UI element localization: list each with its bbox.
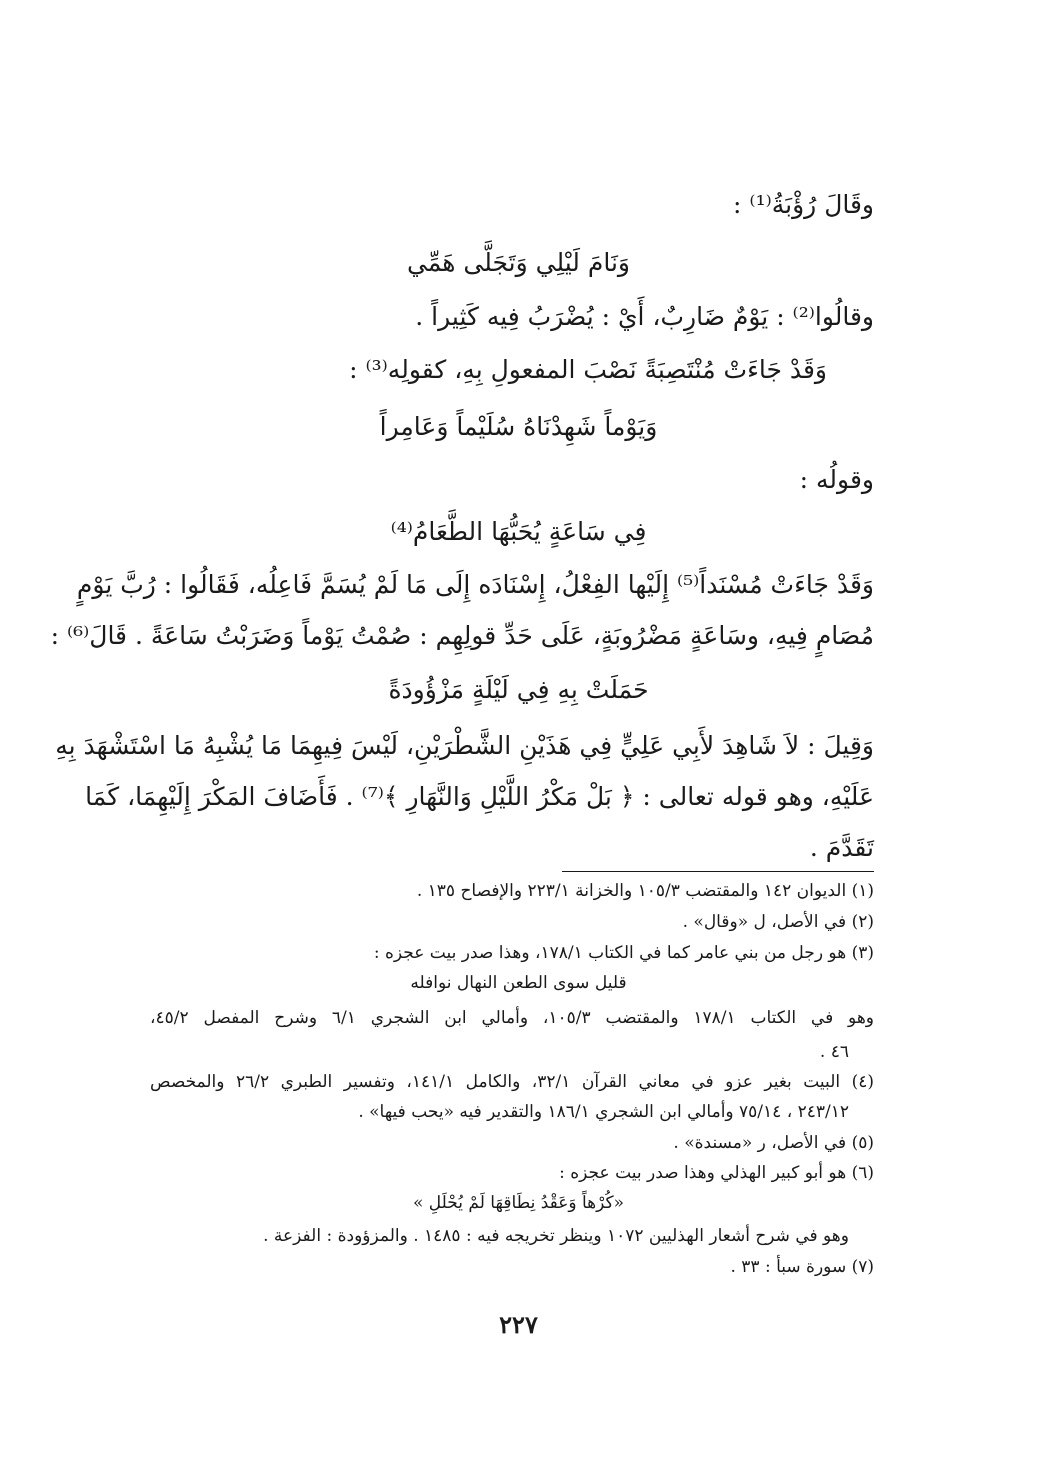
paragraph-line: عَلَيْهِ، وهو قوله تعالى : ﴿ بَلْ مَكْرُ اللَّيْلِ وَالنَّهَارِ ﴾⁽⁷⁾ . فَأَضَافَ المَكْرَ إِلَيْهِمَا، كَمَا [85,782,874,811]
page-number: ٢٢٧ [499,1310,538,1339]
paragraph-line: وَقَدْ جَاءَتْ مُسْنَداً⁽⁵⁾ إِلَيْها الفِعْلُ، إِسْنَادَه إِلَى مَا لَمْ يُسَمَّ فَاعِلُه، فَقَالُوا : رُبَّ يَوْمٍ [76,570,874,599]
verse-line: وَنَامَ لَيْلِي وَتَجَلَّى هَمِّي [407,248,630,277]
text-line: وقَالَ رُؤْبَةُ⁽¹⁾ : [733,190,874,219]
footnote: (٧) سورة سبأ : ٣٣ . [730,1257,874,1277]
footnote: (٦) هو أبو كبير الهذلي وهذا صدر بيت عجزه : [559,1163,874,1183]
footnote: (٢) في الأصل، ل «وقال» . [682,912,874,932]
verse-line: وَيَوْماً شَهِدْنَاهُ سُلَيْماً وَعَامِراً [379,412,658,441]
footnote-verse: «كُرْهاً وَعَقْدُ نِطَاقِهَا لَمْ يُحْلَلِ » [412,1193,624,1213]
text-line: وقولُه : [799,465,874,494]
footnote-separator [562,871,874,872]
footnote: (٤) البيت بغير عزو في معاني القرآن ٣٢/١، والكامل ١٤١/١، وتفسير الطبري ٢٦/٢ والمخصص [150,1072,874,1092]
footnote: ٤٦ . [819,1042,849,1062]
paragraph-line: تَقَدَّمَ . [809,833,874,862]
verse-line: حَمَلَتْ بِهِ فِي لَيْلَةٍ مَزْؤُودَةً [388,675,649,704]
footnote-verse: قليل سوى الطعن النهال نوافله [410,973,627,993]
footnote: (١) الديوان ١٤٢ والمقتضب ١٠٥/٣ والخزانة ٢٢٣/١ والإفصاح ١٣٥ . [416,881,874,901]
footnote: ٢٤٣/١٢ ، ٧٥/١٤ وأمالي ابن الشجري ١٨٦/١ والتقدير فيه «يحب فيها» . [358,1102,849,1122]
footnote: (٣) هو رجل من بني عامر كما في الكتاب ١٧٨/١، وهذا صدر بيت عجزه : [373,943,874,963]
paragraph-line: مُصَامٍ فِيهِ، وسَاعَةٍ مَضْرُوبَةٍ، عَلَى حَدِّ قولِهِم : صُمْتُ يَوْماً وَضَرَبْتُ سَاعَةً . قَالَ⁽⁶⁾ : [50,621,874,650]
verse-line: فِي سَاعَةٍ يُحَبُّهَا الطَّعَامُ⁽⁴⁾ [390,517,647,546]
footnote: وهو في الكتاب ١٧٨/١ والمقتضب ١٠٥/٣، وأمالي ابن الشجري ٦/١ وشرح المفصل ٤٥/٢، [150,1008,875,1028]
footnote: (٥) في الأصل، ر «مسندة» . [673,1133,874,1153]
text-line: وَقَدْ جَاءَتْ مُنْتَصِبَةً نَصْبَ المفعولِ بِهِ، كقولِه⁽³⁾ : [349,355,827,384]
footnote: وهو في شرح أشعار الهذليين ١٠٧٢ وينظر تخريجه فيه : ١٤٨٥ . والمزؤودة : الفزعة . [263,1226,849,1246]
text-line: وقالُوا⁽²⁾ : يَوْمٌ ضَارِبٌ، أَيْ : يُضْرَبُ فِيه كَثِيراً . [415,302,874,331]
paragraph-line: وَقِيلَ : لاَ شَاهِدَ لأَبِي عَلِيٍّ فِي هَذَيْنِ الشَّطْرَيْنِ، لَيْسَ فِيهِمَا مَا يُشْبِهُ مَا اسْتَشْهَدَ بِهِ [55,731,874,760]
